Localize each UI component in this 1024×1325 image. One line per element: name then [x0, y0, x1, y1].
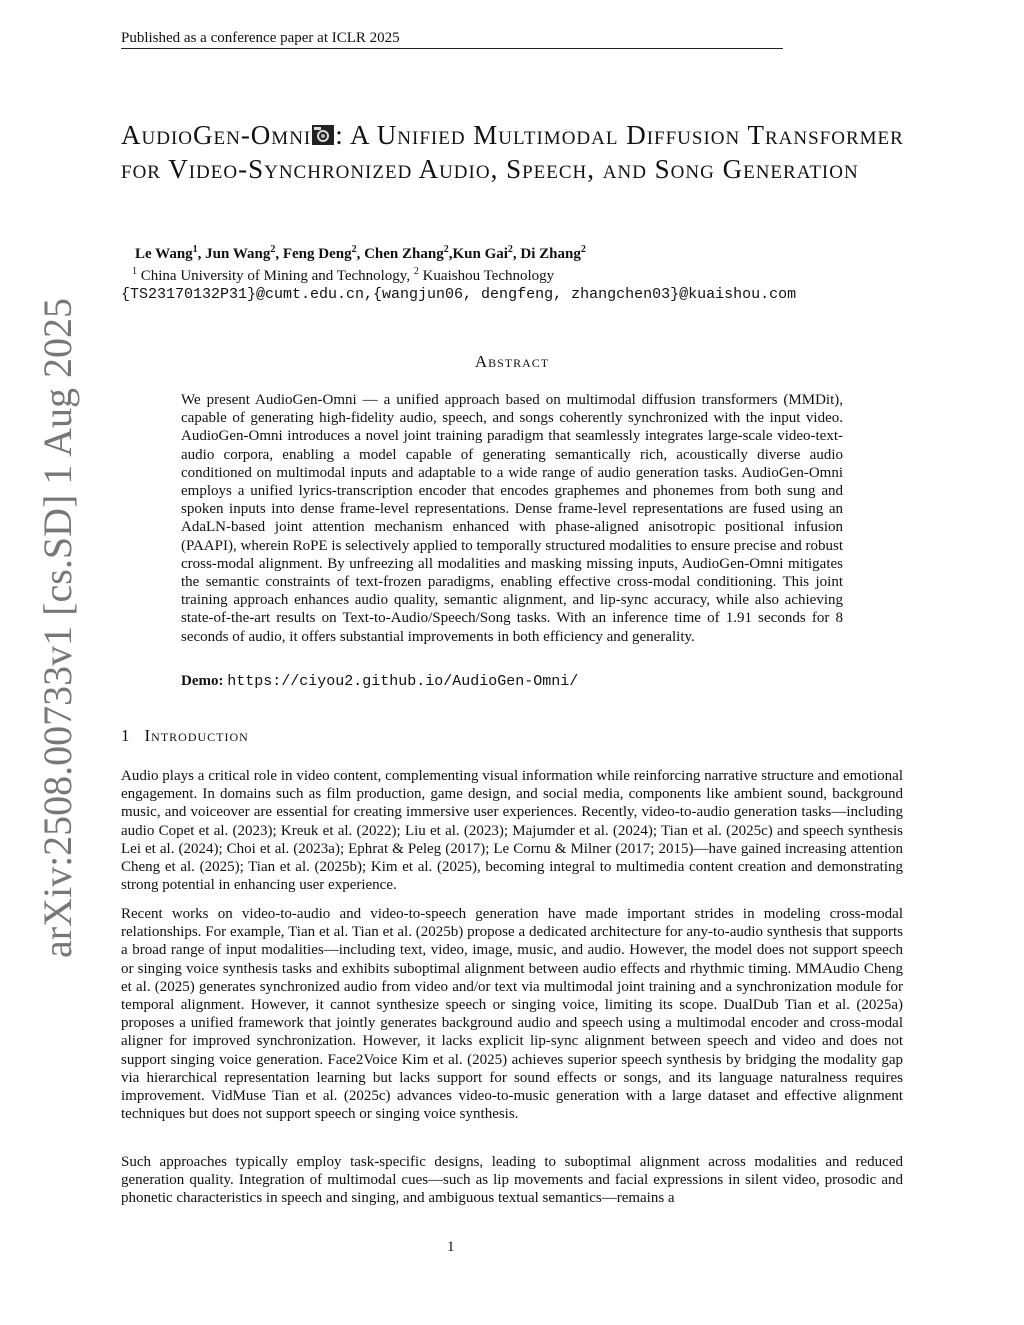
- paper-title: [121, 118, 911, 186]
- demo-line: [181, 673, 578, 690]
- affiliations: [132, 266, 554, 285]
- section-number: 1: [121, 726, 131, 745]
- demo-link[interactable]: https://ciyou2.github.io/AudioGen-Omni/: [227, 673, 579, 690]
- affil-mark: 2: [413, 266, 419, 277]
- title-prefix: AudioGen-Omni: [121, 120, 312, 150]
- affil-mark: 1: [132, 266, 137, 277]
- author-affil-mark: 2: [351, 244, 357, 255]
- intro-paragraph: Such approaches typically employ task-specific designs, leading to suboptimal alignment across modalities and reduced generation quality. Integration of multimodal cues—such as lip movements and facial expressions in silent video, prosodic and phonetic characteristics in speech and singing, and ambiguous textual semantics—remains a: [121, 1154, 903, 1207]
- running-header: Published as a conference paper at ICLR 2025: [121, 30, 400, 46]
- author-name: Di Zhang: [520, 246, 581, 262]
- intro-paragraph: Recent works on video-to-audio and video-to-speech generation have made important strides in modeling cross-modal relationships. For example, Tian et al. Tian et al. (2025b) propose a dedicated architecture for any-to-audio synthesis that supports a broad range of input modalities—including text, video, image, music, and audio. However, the model does not support speech or singing voice synthesis tasks and exhibits suboptimal alignment between audio effects and rhythmic timing. MMAudio Cheng et al. (2025) generates synchronized audio from video and/or text via multimodal joint training and a synchronization module for temporal alignment. However, it cannot synthesize speech or singing voice, limiting its scope. DualDub Tian et al. (2025a) proposes a unified framework that jointly generates background audio and speech using a multimodal encoder and cross-modal aligner for improved synchronization. However, it lacks explicit lip-sync alignment between speech and video and does not support singing voice generation. Face2Voice Kim et al. (2025) achieves superior speech synthesis by bridging the modality gap via hierarchical representation learning but lacks support for sound effects or songs, and its language naturalness requires improvement. VidMuse Tian et al. (2025c) advances video-to-music generation with a large dataset and effective alignment techniques but does not support speech or singing voice synthesis.: [121, 906, 903, 1123]
- author-name: Chen Zhang: [364, 246, 444, 262]
- author-affil-mark: 1: [192, 244, 198, 255]
- author-affil-mark: 2: [443, 244, 449, 255]
- title-rest: : A Unified Multimodal Diffusion Transformer for Video-Synchronized Audio, Speech, and Song Generation: [121, 120, 904, 184]
- author-name: Feng Deng: [282, 246, 352, 262]
- author-affil-mark: 2: [270, 244, 276, 255]
- author-name: Kun Gai: [452, 246, 508, 262]
- abstract-body: We present AudioGen-Omni — a unified approach based on multimodal diffusion transformers (MMDit), capable of generating high-fidelity audio, speech, and songs coherently synchronized with the input video. AudioGen-Omni introduces a novel joint training paradigm that seamlessly integrates large-scale video-text-audio corpora, enabling a model capable of generating semantically rich, acoustically diverse audio conditioned on multimodal inputs and adaptable to a wide range of audio generation tasks. AudioGen-Omni employs a unified lyrics-transcription encoder that encodes graphemes and phonemes from both sung and spoken inputs into dense frame-level representations. Dense frame-level representations are fused using an AdaLN-based joint attention mechanism enhanced with phase-aligned anisotropic positional infusion (PAAPI), wherein RoPE is selectively applied to temporally structured modalities to ensure precise and robust cross-modal alignment. By unfreezing all modalities and masking missing inputs, AudioGen-Omni mitigates the semantic constraints of text-frozen paradigms, enabling effective cross-modal conditioning. This joint training approach enhances audio quality, semantic alignment, and lip-sync accuracy, while also achieving state-of-the-art results on Text-to-Audio/Speech/Song tasks. With an inference time of 1.91 seconds for 8 seconds of audio, it offers substantial improvements in both efficiency and generality.: [181, 392, 843, 645]
- affiliation-1: China University of Mining and Technology,: [140, 268, 411, 284]
- author-list: Le Wang$^1$, Jun Wang$^2$, Feng Deng$^2$, Chen Zhang$^2$,Kun Gai$^2$, Di Zhang$^2$: [135, 244, 586, 262]
- author-affil-mark: 2: [580, 244, 586, 255]
- affiliation-2: Kuaishou Technology: [422, 268, 555, 284]
- demo-label: Demo:: [181, 673, 224, 689]
- author-emails: {TS23170132P31}@cumt.edu.cn,{wangjun06, dengfeng, zhangchen03}@kuaishou.com: [121, 286, 797, 303]
- arxiv-stamp: arXiv:2508.00733v1 [cs.SD] 1 Aug 2025: [35, 298, 80, 958]
- section-title: Introduction: [144, 726, 249, 745]
- camera-icon: [311, 120, 335, 142]
- author-affil-mark: 2: [507, 244, 513, 255]
- header-rule: [121, 48, 783, 49]
- intro-paragraph: Audio plays a critical role in video content, complementing visual information while reinforcing narrative structure and emotional engagement. In domains such as film production, game design, and social media, components like ambient sound, background music, and voiceover are essential for creating immersive user experiences. Recently, video-to-audio generation tasks—including audio Copet et al. (2023); Kreuk et al. (2022); Liu et al. (2023); Majumder et al. (2024); Tian et al. (2025c) and speech synthesis Lei et al. (2024); Choi et al. (2023a); Ephrat & Peleg (2017); Le Cornu & Milner (2017; 2015)—have gained increasing attention Cheng et al. (2025); Tian et al. (2025b); Kim et al. (2025), becoming integral to multimedia content creation and demonstrating strong potential in enhancing user experience.: [121, 768, 903, 894]
- author-name: Jun Wang: [205, 246, 271, 262]
- author-name: Le Wang: [135, 246, 193, 262]
- page-number: 1: [447, 1239, 455, 1255]
- section-heading: [121, 726, 249, 746]
- abstract-heading: Abstract: [474, 352, 550, 371]
